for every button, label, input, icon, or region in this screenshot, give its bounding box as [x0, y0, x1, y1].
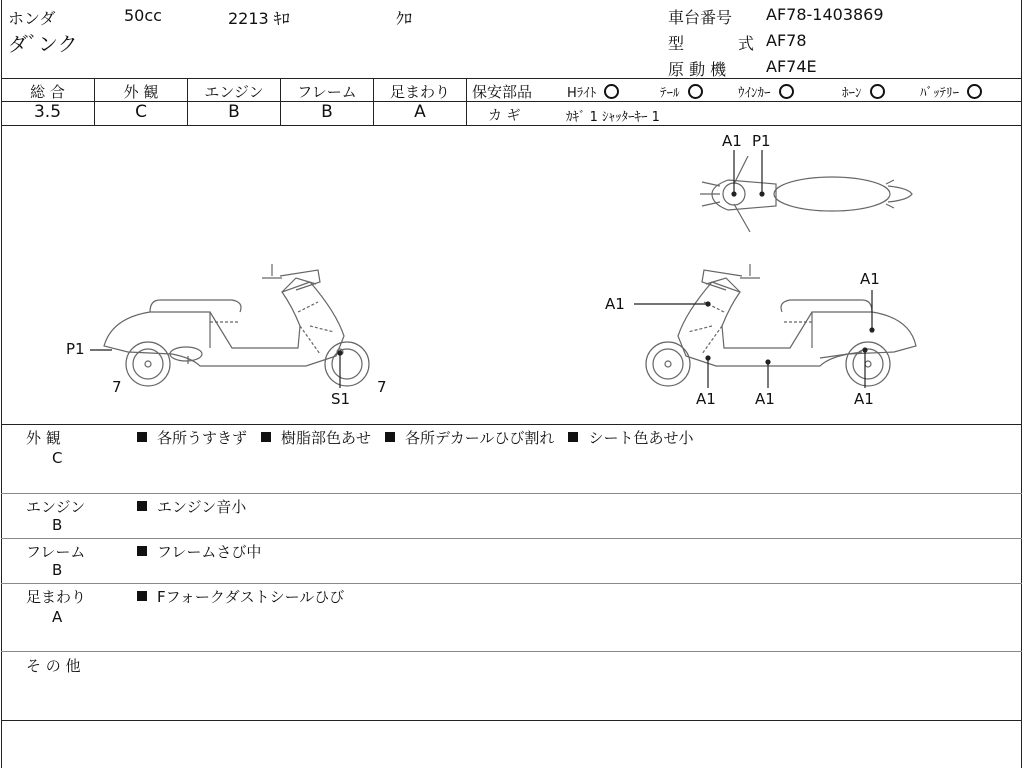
damage-label: A1	[696, 390, 716, 408]
damage-label: S1	[331, 390, 351, 408]
type-label-2: 式	[738, 34, 755, 53]
safety-horn	[842, 82, 885, 101]
note-items-frame	[137, 541, 275, 562]
note-item: エンジン音小	[157, 498, 247, 516]
ok-mark-icon	[870, 84, 885, 99]
safety-battery	[920, 82, 982, 101]
key-value: ｶｷﾞ 1 ｼｬｯﾀｰｷｰ 1	[566, 110, 660, 125]
grade-label-total: 総 合	[30, 83, 65, 101]
type-label-1: 型	[668, 34, 685, 53]
safety-item-name: Hﾗｲﾄ	[567, 86, 597, 101]
grade-value-frame: B	[321, 102, 333, 122]
note-item: 各所デカールひび割れ	[405, 429, 555, 447]
note-items-engine	[137, 496, 260, 517]
note-category-other: そ の 他	[26, 657, 81, 675]
model-name: ダﾞンク	[8, 32, 78, 56]
note-category-exterior: 外 観	[26, 429, 61, 447]
safety-item-name: ｳｲﾝｶｰ	[738, 86, 771, 101]
grade-value-total: 3.5	[33, 102, 62, 122]
damage-label: A1	[605, 295, 625, 313]
grade-label-frame: フレーム	[297, 83, 357, 101]
grade-value-suspension: A	[414, 102, 426, 122]
bullet-square-icon	[261, 432, 271, 442]
note-item: Fフォークダストシールひび	[157, 588, 345, 606]
divider	[466, 78, 467, 125]
note-category-frame: フレーム	[26, 543, 86, 561]
divider	[1, 538, 1022, 539]
ok-mark-icon	[779, 84, 794, 99]
note-grade-suspension: A	[52, 608, 63, 626]
safety-winker	[738, 82, 794, 101]
divider	[1, 493, 1022, 494]
safety-headlight	[567, 82, 619, 101]
engine-value: AF74E	[766, 57, 817, 76]
note-items-suspension	[137, 586, 358, 607]
maker-name: ホンダ	[8, 9, 56, 28]
bullet-square-icon	[137, 501, 147, 511]
damage-label: A1	[854, 390, 874, 408]
divider	[467, 101, 1022, 102]
note-category-engine: エンジン	[26, 498, 86, 516]
safety-item-name: ﾊﾞｯﾃﾘｰ	[920, 86, 959, 101]
note-category-suspension: 足まわり	[26, 588, 87, 606]
type-value: AF78	[766, 31, 807, 50]
damage-label: P1	[752, 132, 771, 150]
frame-no-label: 車台番号	[668, 8, 733, 27]
note-item: 各所うすきず	[157, 429, 248, 447]
mileage: 2213 ｷﾛ	[228, 9, 290, 28]
note-items-exterior	[137, 427, 693, 448]
displacement: 50cc	[124, 6, 162, 25]
ok-mark-icon	[688, 84, 703, 99]
bullet-square-icon	[137, 591, 147, 601]
note-item: 樹脂部色あせ	[281, 429, 372, 447]
ok-mark-icon	[967, 84, 982, 99]
damage-label: A1	[755, 390, 775, 408]
bullet-square-icon	[385, 432, 395, 442]
frame-no: AF78-1403869	[766, 5, 884, 24]
bullet-square-icon	[568, 432, 578, 442]
damage-label: 7	[112, 378, 122, 396]
note-grade-exterior: C	[52, 449, 63, 467]
damage-label: P1	[66, 340, 85, 358]
bullet-square-icon	[137, 546, 147, 556]
safety-taillight	[660, 82, 703, 101]
divider	[1, 720, 1022, 721]
note-grade-engine: B	[52, 516, 63, 534]
engine-label: 原 動 機	[668, 60, 727, 79]
damage-label: A1	[860, 270, 880, 288]
note-item: シート色あせ小	[588, 429, 694, 447]
divider	[1, 651, 1022, 652]
grade-label-exterior: 外 観	[123, 83, 159, 101]
grade-value-exterior: C	[135, 102, 147, 122]
safety-item-name: ﾃｰﾙ	[660, 86, 680, 101]
scooter-side-left-icon	[104, 264, 369, 386]
body-color: ｸﾛ	[396, 9, 413, 28]
bullet-square-icon	[137, 432, 147, 442]
divider	[1, 424, 1022, 425]
note-grade-frame: B	[52, 561, 63, 579]
safety-label: 保安部品	[472, 83, 533, 101]
grade-value-engine: B	[228, 102, 240, 122]
damage-label: 7	[377, 378, 387, 396]
divider	[1, 583, 1022, 584]
grade-label-engine: エンジン	[204, 83, 264, 101]
grade-label-suspension: 足まわり	[389, 83, 450, 101]
safety-item-name: ﾎｰﾝ	[842, 86, 862, 101]
damage-label: A1	[722, 132, 742, 150]
note-item: フレームさび中	[157, 543, 262, 561]
divider	[1, 78, 1022, 79]
key-label: カ ギ	[488, 108, 521, 124]
ok-mark-icon	[604, 84, 619, 99]
